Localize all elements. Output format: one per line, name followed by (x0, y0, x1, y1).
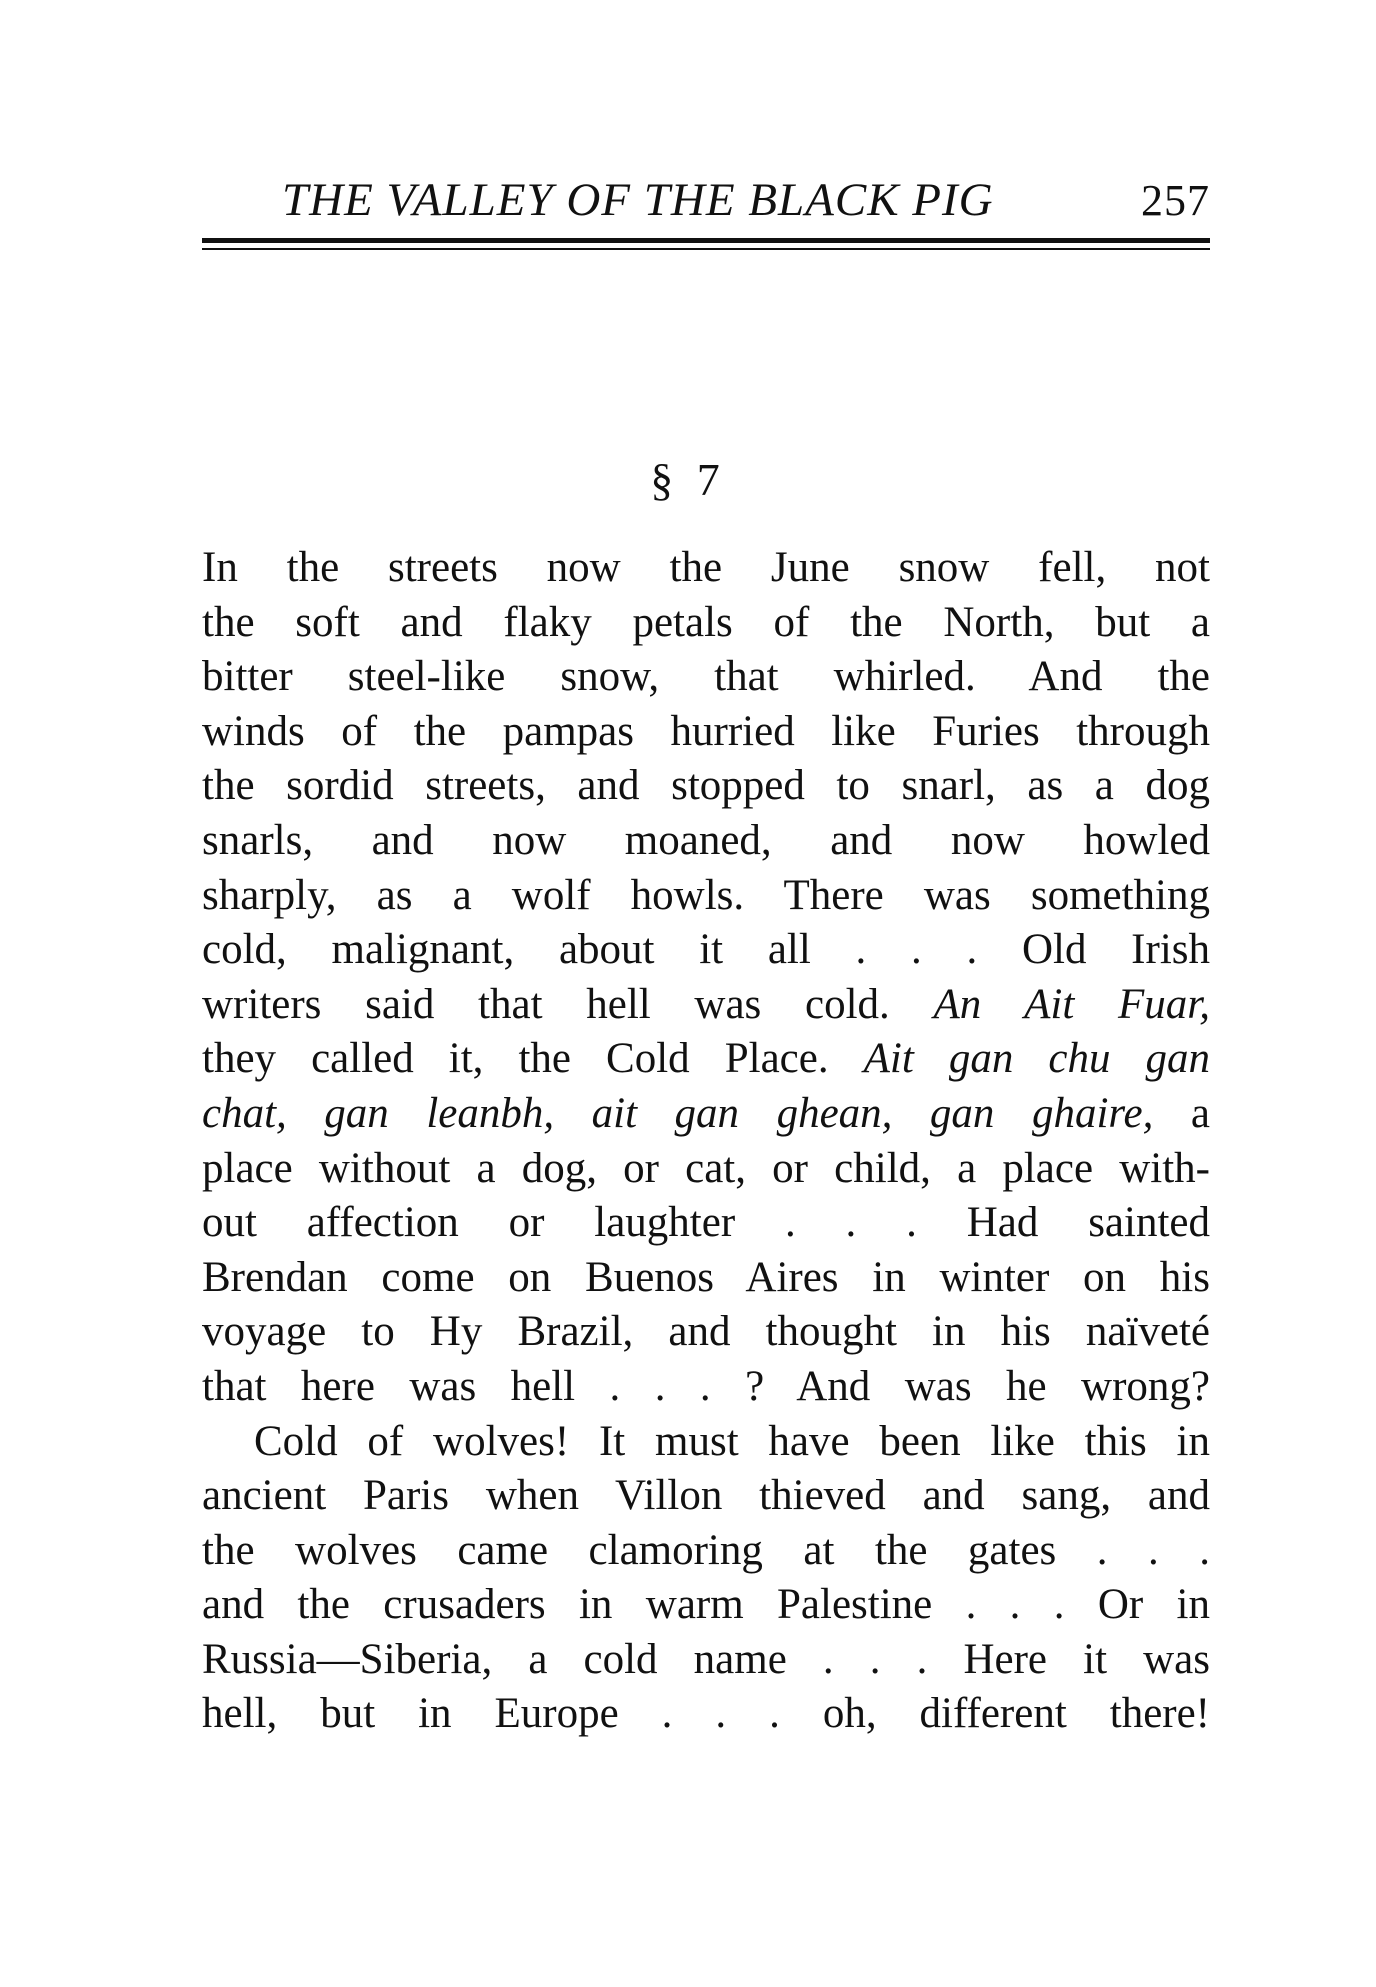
section-heading: § 7 (650, 454, 726, 505)
text-segment: voyage to Hy Brazil, and thought in his naïveté (202, 1308, 1210, 1356)
text-line (202, 1469, 1210, 1524)
text-segment: Russia—Siberia, a cold name . . . Here it was (202, 1635, 1210, 1683)
text-segment: Brendan come on Buenos Aires in winter on his (202, 1253, 1210, 1301)
text-segment: a (1153, 1089, 1210, 1137)
text-line (202, 650, 1210, 705)
text-segment: In the streets now the June snow fell, not (202, 544, 1210, 591)
text-segment: they called it, the Cold Place. (202, 1035, 864, 1083)
header-rule-thick (202, 238, 1210, 243)
text-line (202, 1524, 1210, 1579)
text-segment: cold, malignant, about it all . . . Old Irish (202, 926, 1210, 974)
text-segment: that here was hell . . . ? And was he wrong? (202, 1362, 1210, 1410)
text-line (202, 1687, 1210, 1742)
text-line (202, 1196, 1210, 1251)
text-segment: hell, but in Europe . . . oh, different there! (202, 1690, 1210, 1738)
text-segment: winds of the pampas hurried like Furies through (202, 707, 1210, 755)
text-segment: bitter steel-like snow, that whirled. And the (202, 653, 1210, 701)
text-segment: place without a dog, or cat, or child, a place with- (202, 1144, 1210, 1192)
page-number: 257 (1141, 176, 1210, 225)
text-line (202, 596, 1210, 651)
text-line (202, 814, 1210, 869)
text-line (202, 978, 1210, 1033)
text-segment: writers said that hell was cold. (202, 980, 934, 1028)
italic-text: chat, gan leanbh, ait gan ghean, gan ghaire, (202, 1089, 1154, 1137)
header-rule-thin (202, 248, 1210, 250)
text-segment: the wolves came clamoring at the gates . . . (202, 1526, 1210, 1574)
text-line (202, 541, 1210, 596)
text-segment: Cold of wolves! It must have been like this in (254, 1417, 1210, 1465)
text-line (202, 1633, 1210, 1688)
text-line (202, 1578, 1210, 1633)
text-line (202, 1032, 1210, 1087)
text-line (202, 923, 1210, 978)
text-line (202, 1251, 1210, 1306)
text-line (202, 869, 1210, 924)
text-segment: snarls, and now moaned, and now howled (202, 816, 1210, 864)
running-title: THE VALLEY OF THE BLACK PIG (282, 174, 994, 226)
text-segment: the soft and flaky petals of the North, but a (202, 598, 1210, 646)
text-line (202, 1360, 1210, 1415)
text-line (202, 759, 1210, 814)
text-line (202, 1142, 1210, 1197)
running-head (202, 170, 1210, 230)
text-line (202, 1305, 1210, 1360)
italic-text: An Ait Fuar, (933, 980, 1210, 1028)
text-segment: and the crusaders in warm Palestine . . . Or in (202, 1581, 1210, 1629)
text-line (202, 705, 1210, 760)
italic-text: Ait gan chu gan (863, 1035, 1210, 1083)
text-segment: ancient Paris when Villon thieved and sang, and (202, 1472, 1210, 1520)
text-segment: sharply, as a wolf howls. There was something (202, 871, 1210, 919)
text-segment: the sordid streets, and stopped to snarl, as a dog (202, 762, 1210, 810)
body-text (202, 541, 1210, 1742)
text-segment: out affection or laughter . . . Had sainted (202, 1199, 1210, 1247)
text-line (202, 1415, 1210, 1470)
text-line (202, 1087, 1210, 1142)
